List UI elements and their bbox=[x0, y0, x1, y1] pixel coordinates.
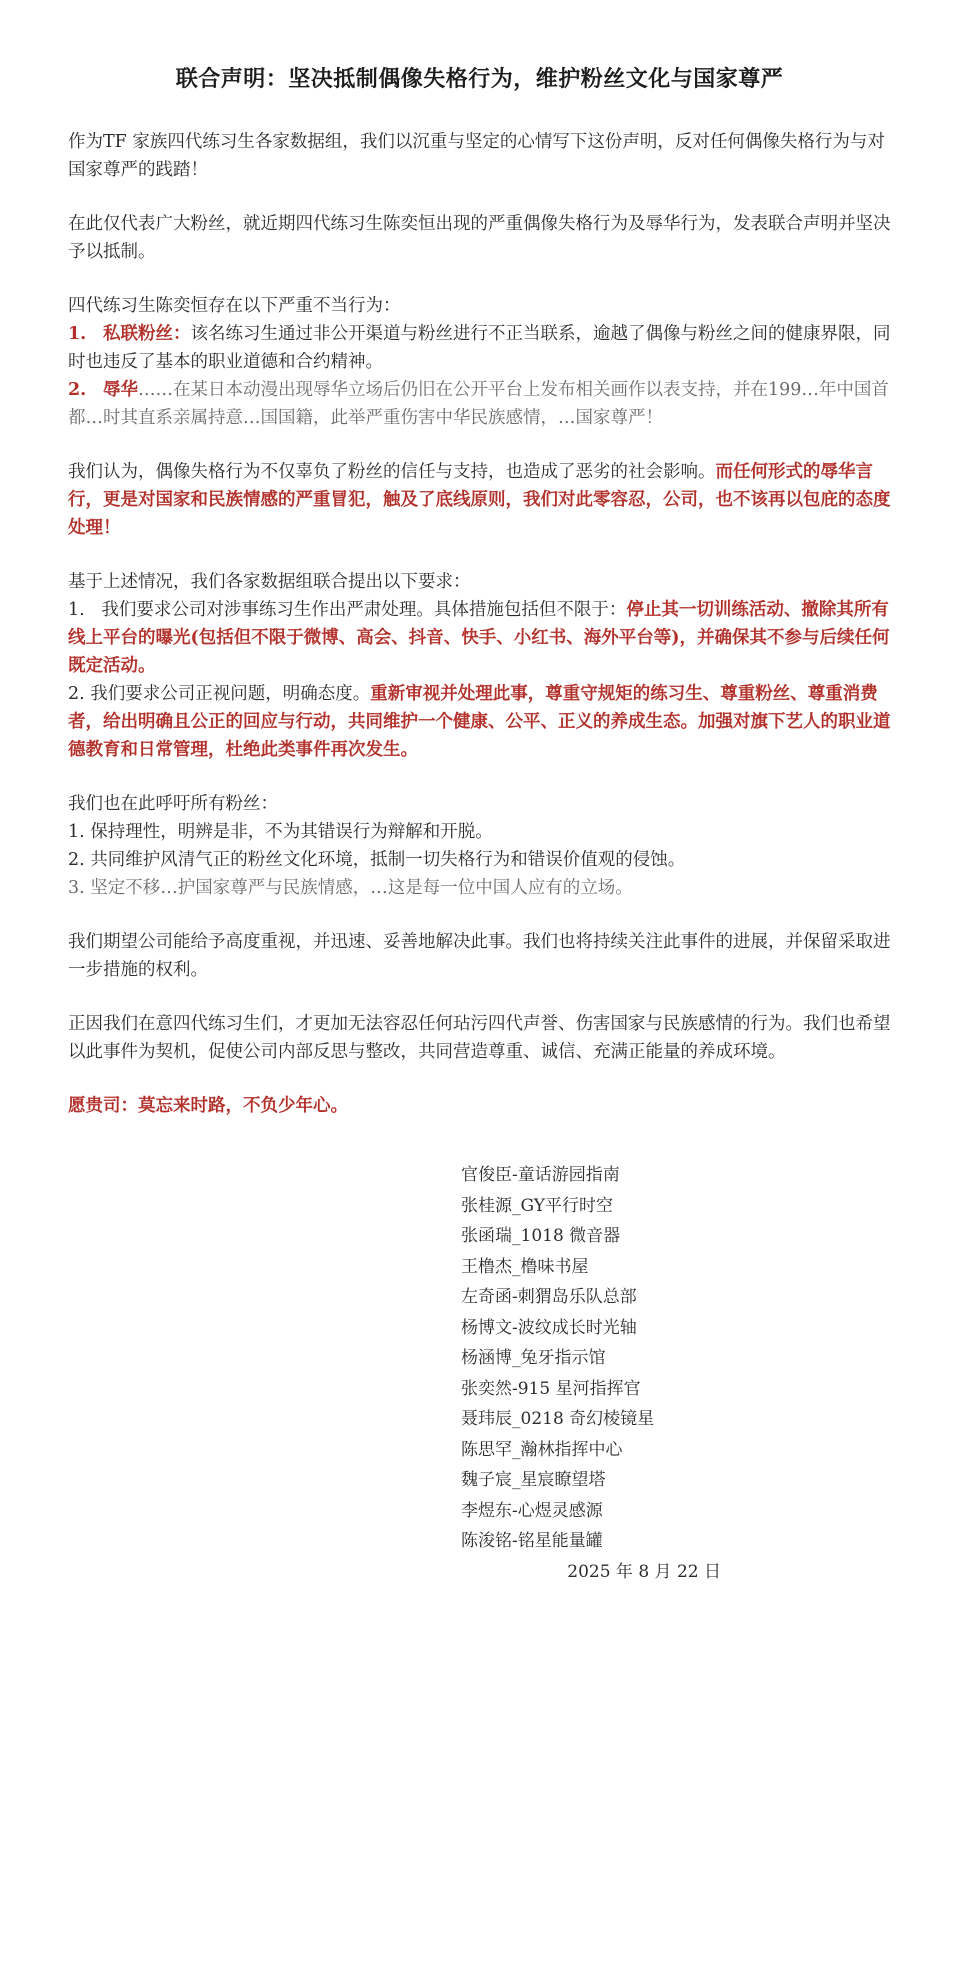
expectation-paragraph bbox=[68, 928, 898, 984]
position-paragraph bbox=[68, 458, 898, 542]
closing-paragraph bbox=[68, 1010, 898, 1066]
position-emphasis-text: 而任何形式的辱华言行，更是对国家和民族情感的严重冒犯，触及了底线原则，我们对此零容忍，公司，也不该再以包庇的态度处理！ bbox=[68, 462, 891, 538]
misconduct-item-2-number: 2. bbox=[68, 380, 87, 400]
requirement-item-1 bbox=[68, 596, 898, 680]
position-text bbox=[68, 458, 898, 542]
signature-line: 王橹杰_橹味书屋 bbox=[461, 1256, 589, 1277]
fan-call-intro: 我们也在此呼吁所有粉丝： bbox=[68, 794, 278, 814]
signature-line: 杨博文-波纹成长时光轴 bbox=[461, 1317, 637, 1338]
intro-paragraph bbox=[68, 128, 898, 184]
fan-call-item-2: 2. 共同维护风清气正的粉丝文化环境，抵制一切失格行为和错误价值观的侵蚀。 bbox=[68, 850, 686, 870]
misconduct-item-1 bbox=[68, 320, 898, 376]
signature-line: 李煜东-心煜灵感源 bbox=[461, 1500, 603, 1521]
position-normal-text: 我们认为，偶像失格行为不仅辜负了粉丝的信任与支持，也造成了恶劣的社会影响。 bbox=[68, 462, 716, 482]
signature-line: 陈浚铭-铭星能量罐 bbox=[461, 1531, 603, 1551]
signature-line: 魏子宸_星宸瞭望塔 bbox=[461, 1470, 606, 1490]
requirements-section bbox=[68, 568, 898, 764]
misconduct-item-2-text: ……在某日本动漫出现辱华立场后仍旧在公开平台上发布相关画作以表支持，并在199…年中国首都…时其直系亲属持意…国国籍，此举严重伤害中华民族感情，…国家尊严！ bbox=[68, 380, 889, 428]
requirement-2-text: 我们要求公司正视问题，明确态度。 bbox=[90, 684, 371, 704]
fan-call-item-1: 1. 保持理性，明辨是非，不为其错误行为辩解和开脱。 bbox=[68, 822, 493, 842]
misconduct-item-1-text: 该名练习生通过非公开渠道与粉丝进行不正当联系，逾越了偶像与粉丝之间的健康界限，同时也违反了基本的职业道德和合约精神。 bbox=[68, 324, 891, 372]
fan-call-item-3: 3. 坚定不移…护国家尊严与民族情感，…这是每一位中国人应有的立场。 bbox=[68, 878, 633, 898]
misconduct-intro: 四代练习生陈奕恒存在以下严重不当行为： bbox=[68, 296, 401, 316]
representation-text: 在此仅代表广大粉丝，就近期四代练习生陈奕恒出现的严重偶像失格行为及辱华行为，发表联合声明并坚决予以抵制。 bbox=[68, 214, 891, 262]
misconduct-item-1-heading: 私联粉丝： bbox=[102, 324, 191, 344]
closing-text: 正因我们在意四代练习生们，才更加无法容忍任何玷污四代声誉、伤害国家与民族感情的行为。我们也希望以此事件为契机，促使公司内部反思与整改，共同营造尊重、诚信、充满正能量的养成环境。 bbox=[68, 1014, 891, 1062]
requirement-1-text: 我们要求公司对涉事练习生作出严肃处理。具体措施包括但不限于： bbox=[101, 600, 627, 620]
requirement-2-number: 2. bbox=[68, 684, 85, 704]
misconduct-item-2 bbox=[68, 376, 898, 432]
signature-line: 官俊臣-童话游园指南 bbox=[461, 1165, 620, 1185]
signature-line: 张桂源_GY平行时空 bbox=[461, 1195, 614, 1216]
misconduct-item-2-heading: 辱华 bbox=[102, 380, 138, 400]
fan-call-section bbox=[68, 790, 898, 902]
requirement-1-number: 1. bbox=[68, 600, 85, 620]
expectation-text: 我们期望公司能给予高度重视，并迅速、妥善地解决此事。我们也将持续关注此事件的进展，并保留采取进一步措施的权利。 bbox=[68, 932, 891, 980]
misconduct-item-1-number: 1. bbox=[68, 324, 87, 344]
requirement-2-emphasis: 重新审视并处理此事，尊重守规矩的练习生、尊重粉丝、尊重消费者，给出明确且公正的回应与行动，共同维护一个健康、公平、正义的养成生态。加强对旗下艺人的职业道德教育和日常管理，杜绝此类事件再次发生。 bbox=[68, 684, 891, 760]
statement-body bbox=[68, 128, 898, 1120]
signature-block bbox=[461, 1160, 721, 1587]
misconduct-section bbox=[68, 292, 898, 432]
document-title: 联合声明：坚决抵制偶像失格行为，维护粉丝文化与国家尊严 bbox=[175, 67, 784, 92]
signature-line: 陈思罕_瀚林指挥中心 bbox=[461, 1439, 623, 1460]
requirements-intro: 基于上述情况，我们各家数据组联合提出以下要求： bbox=[68, 572, 471, 592]
statement-date: 2025 年 8 月 22 日 bbox=[567, 1561, 721, 1582]
signature-line: 聂玮辰_0218 奇幻棱镜星 bbox=[461, 1409, 655, 1429]
signature-line: 杨涵博_兔牙指示馆 bbox=[461, 1348, 606, 1368]
signature-line: 左奇函-刺猬岛乐队总部 bbox=[461, 1287, 637, 1307]
requirement-1-emphasis: 停止其一切训练活动、撤除其所有线上平台的曝光(包括但不限于微博、高会、抖音、快手、小红书、海外平台等)，并确保其不参与后续任何既定活动。 bbox=[68, 600, 890, 676]
intro-text: 作为TF 家族四代练习生各家数据组，我们以沉重与坚定的心情写下这份声明，反对任何偶像失格行为与对国家尊严的践踏！ bbox=[68, 132, 885, 180]
signature-line: 张奕然-915 星河指挥官 bbox=[461, 1378, 641, 1399]
requirement-item-2 bbox=[68, 680, 898, 764]
signature-line: 张函瑞_1018 微音器 bbox=[461, 1226, 621, 1246]
closing-wish: 愿贵司：莫忘来时路，不负少年心。 bbox=[68, 1096, 348, 1116]
representation-paragraph bbox=[68, 210, 898, 266]
